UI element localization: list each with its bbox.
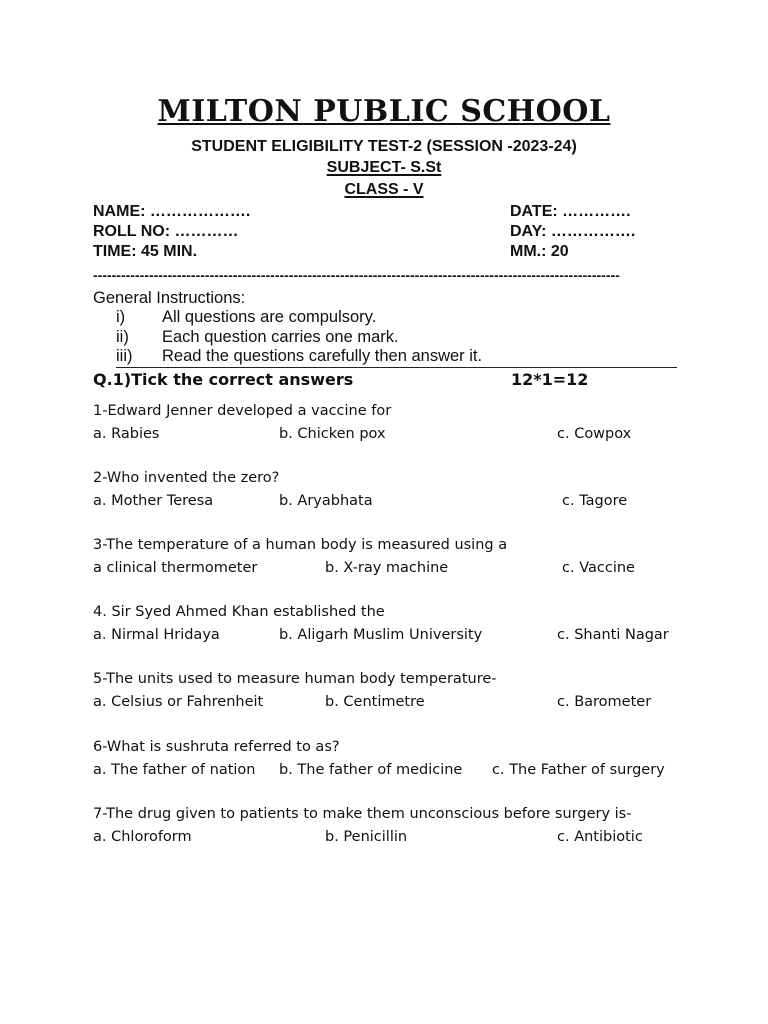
option-b: b. Centimetre — [325, 694, 425, 710]
max-marks-field: MM.: 20 — [510, 243, 569, 260]
question-text: 4. Sir Syed Ahmed Khan established the — [93, 604, 385, 620]
instruction-number: ii) — [116, 328, 129, 346]
instructions-heading: General Instructions: — [93, 289, 246, 307]
option-b: b. The father of medicine — [279, 762, 463, 778]
question-text: 7-The drug given to patients to make them unconscious before surgery is- — [93, 806, 632, 822]
section-marks: 12*1=12 — [511, 370, 589, 389]
instruction-number: iii) — [116, 347, 133, 365]
question-text: 2-Who invented the zero? — [93, 470, 280, 486]
option-b: b. X-ray machine — [325, 560, 449, 576]
option-b: b. Aryabhata — [279, 493, 373, 509]
instruction-text: Each question carries one mark. — [162, 328, 399, 346]
option-c: c. Antibiotic — [557, 829, 643, 845]
date-field: DATE: …………. — [510, 203, 631, 220]
roll-no-field: ROLL NO: ………… — [93, 223, 239, 240]
question-text: 1-Edward Jenner developed a vaccine for — [93, 403, 392, 419]
instructions-divider — [116, 367, 677, 368]
section-title: Q.1)Tick the correct answers — [93, 370, 354, 389]
test-name: STUDENT ELIGIBILITY TEST-2 (SESSION -2023-24) — [191, 138, 577, 155]
option-c: c. Barometer — [557, 694, 652, 710]
option-c: c. Tagore — [562, 493, 628, 509]
separator-line: ----------------------------------------------------------------------------------------------------------------- — [93, 267, 620, 283]
option-a: a. Mother Teresa — [93, 493, 214, 509]
option-a: a. Rabies — [93, 426, 160, 442]
option-c: c. Cowpox — [557, 426, 632, 442]
instruction-text: Read the questions carefully then answer it. — [162, 347, 483, 365]
time-field: TIME: 45 MIN. — [93, 243, 198, 260]
school-name: MILTON PUBLIC SCHOOL — [157, 94, 611, 129]
option-a: a clinical thermometer — [93, 560, 258, 576]
name-field: NAME: ………………. — [93, 203, 251, 220]
option-b: b. Penicillin — [325, 829, 408, 845]
option-a: a. Chloroform — [93, 829, 192, 845]
option-a: a. Celsius or Fahrenheit — [93, 694, 264, 710]
option-c: c. The Father of surgery — [492, 762, 665, 778]
class-line: CLASS - V — [344, 181, 424, 198]
instruction-text: All questions are compulsory. — [162, 308, 377, 326]
option-c: c. Shanti Nagar — [557, 627, 669, 643]
day-field: DAY: ……………. — [510, 223, 636, 240]
option-a: a. Nirmal Hridaya — [93, 627, 220, 643]
option-c: c. Vaccine — [562, 560, 635, 576]
option-b: b. Chicken pox — [279, 426, 386, 442]
option-b: b. Aligarh Muslim University — [279, 627, 483, 643]
question-text: 3-The temperature of a human body is measured using a — [93, 537, 508, 553]
instruction-number: i) — [116, 308, 126, 326]
question-text: 5-The units used to measure human body temperature- — [93, 671, 497, 687]
question-text: 6-What is sushruta referred to as? — [93, 739, 340, 755]
option-a: a. The father of nation — [93, 762, 256, 778]
subject-line: SUBJECT- S.St — [326, 159, 442, 176]
